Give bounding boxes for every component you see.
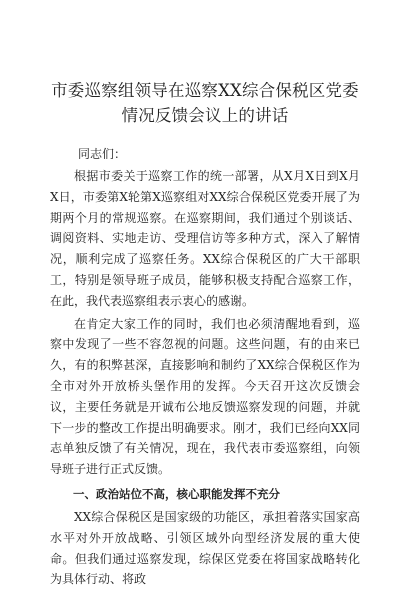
body-paragraph-2: 在肯定大家工作的同时，我们也必须清醒地看到，巡察中发现了一些不容忽视的问题。这些问题，有的由来已久，有的积弊甚深，直接影响和制约了XX综合保税区作为全市对外开放桥头堡作用的发挥。今天召开这次反馈会议，主要任务就是开诚布公地反馈巡察发现的问题，并就下一步的整改工作提出明确要求。刚才，我们已经向XX同志单独反馈了有关情况，现在，我代表市委巡察组，向领导班子进行正式反馈。 <box>50 316 360 477</box>
document-title: 市委巡察组领导在巡察XX综合保税区党委情况反馈会议上的讲话 <box>51 81 359 125</box>
section-heading: 一、政治站位不高，核心职能发挥不充分 <box>73 486 280 501</box>
salutation: 同志们： <box>78 147 127 161</box>
section-paragraph: XX综合保税区是国家级的功能区，承担着落实国家高水平对外开放战略、引领区域外向型经济发展的重大使命。但我们通过巡察发现，综保区党委在将国家战略转化为具体行动、将政 <box>50 509 360 587</box>
body-paragraph-1: 根据市委关于巡察工作的统一部署，从X月X日到X月X日，市委第X轮第X巡察组对XX综合保税区党委开展了为期两个月的常规巡察。在巡察期间，我们通过个别谈话、调阅资料、实地走访、受理信访等多种方式，深入了解情况，顺利完成了巡察任务。XX综合保税区的广大干部职工，特别是领导班子成员，能够积极支持配合巡察工作，在此，我代表巡察组表示衷心的感谢。 <box>50 169 360 308</box>
